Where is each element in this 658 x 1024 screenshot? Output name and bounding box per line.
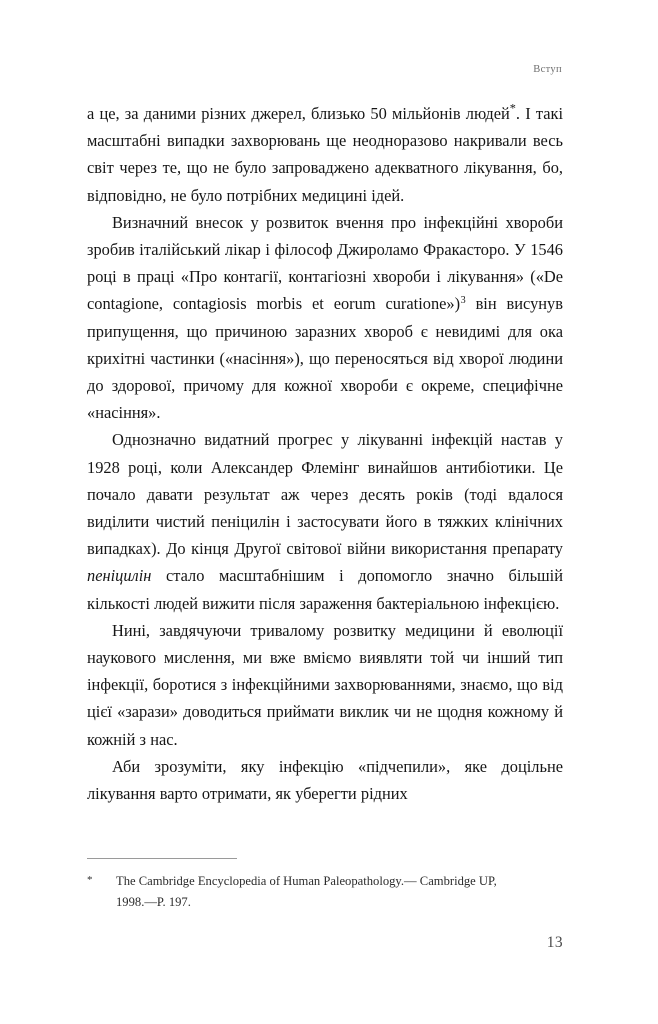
paragraph: Однозначно видатний прогрес у лікуванні інфекцій настав у 1928 році, коли Александер Флемінг винайшов антибіотики. Це почало давати результат аж через десять років (тоді вдалося виділити чистий пеніцилін і застосувати його в тяжких клінічних випадках). До кінця Другої світової війни використання препарату пеніцилін стало масштабнішим і допомогло значно більшій кількості людей вижити після зараження бактеріальною інфекцією. — [87, 430, 563, 613]
paragraph: Нині, завдячуючи тривалому розвитку медицини й еволюції наукового мислення, ми вже вміємо виявляти той чи інший тип інфекції, боротися з інфекційними захворюваннями, знаємо, що від цієї «зарази» доводиться приймати виклик чи не щодня кожному й кожній з нас. — [87, 620, 563, 749]
footnote-item — [87, 871, 563, 913]
page-number: 13 — [546, 934, 563, 951]
paragraph: Визначний внесок у розвиток вчення про інфекційні хвороби зробив італійський лікар і філософ Джироламо Фракасторо. У 1546 році в праці «Про контагії, контагіозні хвороби і лікування» («De contagione, contagiosis morbis et eorum curatione»)$^3$ він висунув припущення, що причиною заразних хвороб є невидимі для ока крихітні частинки («насіння»), що переносяться від хворої людини до здорової, причому для кожної хвороби є окреме, специфічне «насіння». — [87, 212, 563, 423]
body-text-block — [87, 100, 563, 807]
paragraph: Аби зрозуміти, яку інфекцію «підчепили», яке доцільне лікування варто отримати, як уберегти рідних — [87, 756, 563, 804]
footnote-area — [87, 858, 563, 913]
running-head: Вступ — [533, 64, 562, 75]
footnote-separator-rule — [87, 858, 237, 859]
footnote-text: The Cambridge Encyclopedia of Human Paleopathology.— Cambridge UP, 1998.—P. 197. — [116, 874, 497, 909]
paragraph: а це, за даними різних джерел, близько 50 мільйонів людей*. І такі масштабні випадки захворювань ще неодноразово накривали весь світ через те, що не було запроваджено адекватного лікування, бо, відповідно, не було потрібних медицині ідей. — [87, 101, 563, 205]
footnote-marker: * — [87, 874, 93, 886]
